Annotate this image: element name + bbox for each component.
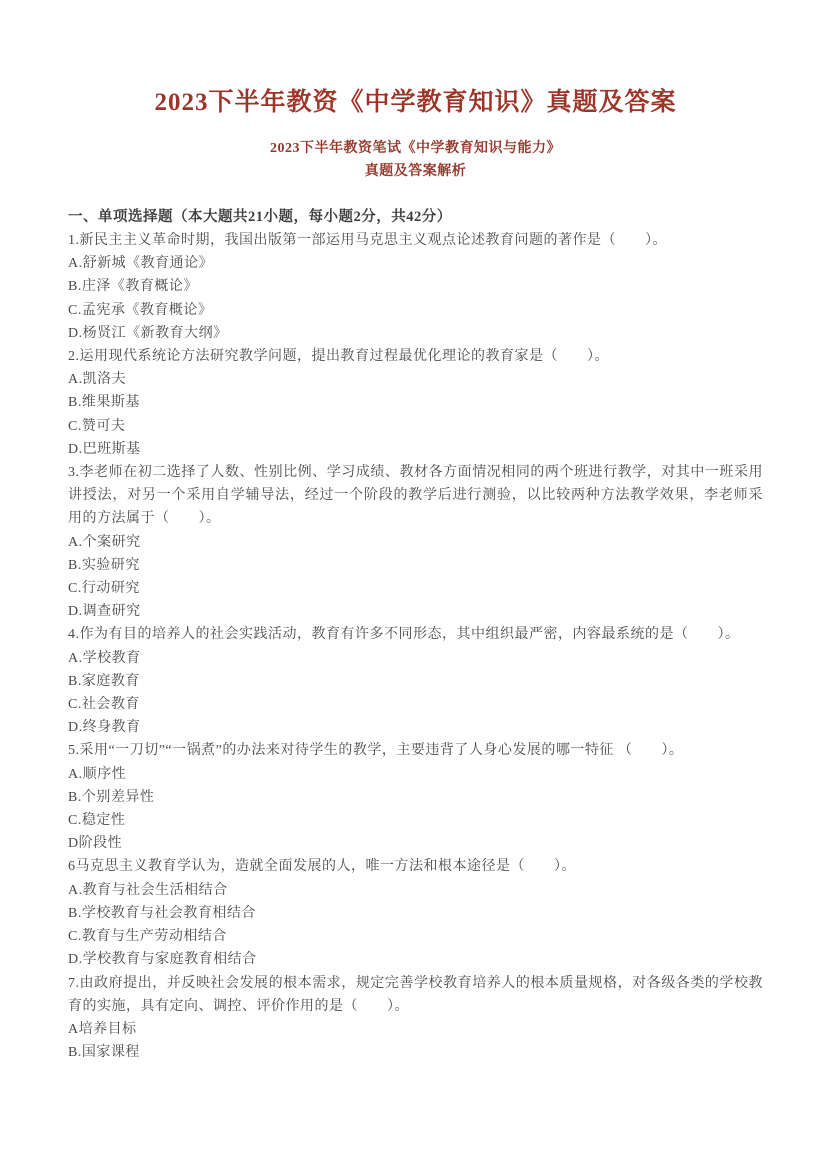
question-option: D.调查研究: [68, 604, 141, 620]
question-option: A.个案研究: [68, 534, 141, 550]
question-option: D.巴班斯基: [68, 441, 141, 457]
question-option: C.社会教育: [68, 697, 140, 713]
question-text: 4.作为有目的培养人的社会实践活动，教育有许多不同形态，其中组织最严密，内容最系统的是（ ）。: [68, 627, 740, 643]
question-text: 6马克思主义教育学认为，造就全面发展的人，唯一方法和根本途径是（ ）。: [68, 859, 576, 875]
document-title: 2023下半年教资《中学教育知识》真题及答案: [154, 89, 677, 116]
question-block: [68, 623, 763, 739]
question-text: 5.采用“一刀切”“一锅煮”的办法来对待学生的教学，主要违背了人身心发展的哪一特征 （ ）。: [68, 743, 684, 759]
section-heading: 一、单项选择题（本大题共21小题，每小题2分，共42分）: [68, 209, 452, 225]
question-option: D阶段性: [68, 836, 123, 852]
question-option: B.个别差异性: [68, 789, 155, 805]
question-option: B.学校教育与社会教育相结合: [68, 905, 256, 921]
question-option: C.孟宪承《教育概论》: [68, 302, 213, 318]
question-block: [68, 739, 763, 855]
question-option: A.凯洛夫: [68, 372, 127, 388]
question-option: D.学校教育与家庭教育相结合: [68, 952, 257, 968]
question-option: B.实验研究: [68, 557, 140, 573]
question-list: [68, 229, 763, 1064]
question-option: D.终身教育: [68, 720, 141, 736]
question-option: A.舒新城《教育通论》: [68, 256, 214, 272]
question-option: B.维果斯基: [68, 395, 140, 411]
question-option: D.杨贤江《新教育大纲》: [68, 325, 228, 341]
question-option: A.顺序性: [68, 766, 127, 782]
document-subtitle-line2: 真题及答案解析: [364, 164, 467, 179]
question-option: C.教育与生产劳动相结合: [68, 929, 227, 945]
question-block: [68, 855, 763, 971]
question-option: B.国家课程: [68, 1045, 140, 1061]
question-text: 2.运用现代系统论方法研究教学问题，提出教育过程最优化理论的教育家是（ ）。: [68, 349, 609, 365]
question-block: [68, 461, 763, 623]
question-option: C.稳定性: [68, 813, 126, 829]
question-text: 7.由政府提出，并反映社会发展的根本需求，规定完善学校教育培养人的根本质量规格，对各级各类的学校教育的实施，具有定向、调控、评价作用的是（ ）。: [68, 975, 763, 1014]
question-text: 1.新民主主义革命时期，我国出版第一部运用马克思主义观点论述教育问题的著作是（ ）。: [68, 233, 667, 248]
question-option: A培养目标: [68, 1021, 137, 1037]
question-text: 3.李老师在初二选择了人数、性别比例、学习成绩、教材各方面情况相同的两个班进行教学，对其中一班采用讲授法，对另一个采用自学辅导法，经过一个阶段的教学后进行测验，以比较两种方法教学效果，李老师采用的方法属于（ ）。: [68, 465, 763, 527]
question-option: A.教育与社会生活相结合: [68, 882, 228, 898]
question-option: C.行动研究: [68, 581, 140, 597]
question-option: B.庄泽《教育概论》: [68, 279, 198, 295]
question-option: C.赞可夫: [68, 418, 126, 434]
question-option: B.家庭教育: [68, 673, 140, 689]
question-block: [68, 229, 763, 345]
question-option: A.学校教育: [68, 650, 141, 666]
document-subtitle-line1: 2023下半年教资笔试《中学教育知识与能力》: [270, 141, 561, 156]
question-block: [68, 972, 763, 1065]
question-block: [68, 345, 763, 461]
